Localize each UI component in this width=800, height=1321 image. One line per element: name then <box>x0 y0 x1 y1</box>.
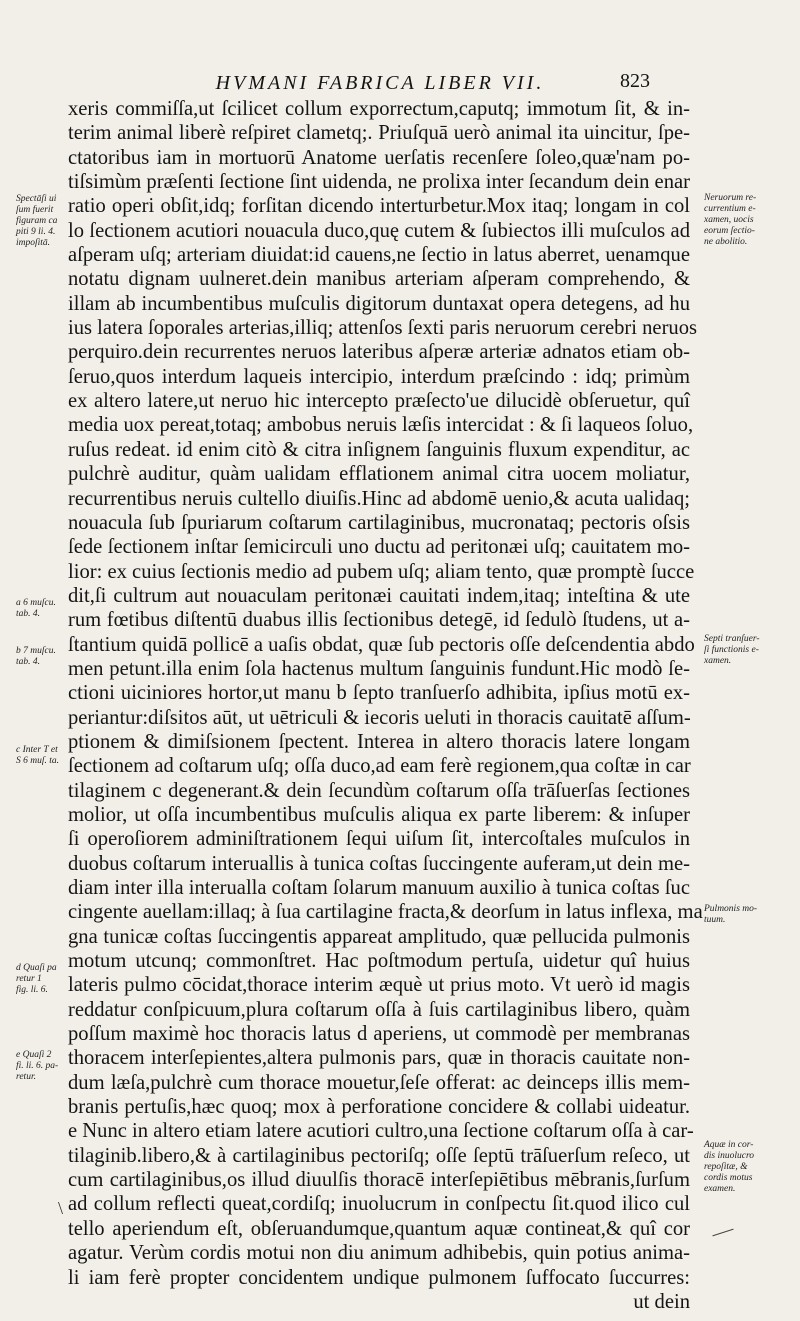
text-line: periantur:diſsitos aūt, ut uētriculi & iecoris ueluti in thoracis cauitatē aſſum- <box>68 706 691 729</box>
text-line: ſeruo,quos interdum laqueis intercipio, interdum præſcindo : idq; primùm <box>68 365 690 388</box>
left-margin-note <box>16 1050 68 1083</box>
text-line: ſectionem ad coſtarum uſq; oſſa duco,ad eam ferè regionem,qua coſtæ in car <box>68 755 691 778</box>
text-line: li iam ferè propter concidentem undique pulmonem ſuffocato ſuccurres: <box>68 1266 690 1289</box>
text-line: tiſsimùm præſenti ſectione ſint uidenda, ne prolixa inter ſecandum dein enar <box>68 171 690 194</box>
right-margin-note <box>704 193 796 248</box>
ink-mark: \ <box>58 1198 64 1218</box>
margin-note-line: examen. <box>704 1184 736 1194</box>
text-line: cum cartilaginibus,os illud diuulſis thoracē interſepiētibus mēbranis,ſurſum <box>68 1169 690 1192</box>
text-line: rum fœtibus diſtentū duabus illis ſectionibus detegē, id ſedulò ſtudens, ut a- <box>68 609 690 632</box>
margin-note-line: Neruorum re- <box>704 193 757 203</box>
text-line: ctioni uiciniores hortor,ut manu b ſepto tranſuerſo adhibita, ipſius motū ex- <box>68 682 690 705</box>
margin-note-line: tab. 4. <box>16 657 41 667</box>
margin-note-line: piti 9 li. 4. <box>16 227 56 237</box>
margin-note-line: a 6 muſcu. <box>16 598 56 608</box>
margin-note-line: repoſitæ, & <box>704 1162 748 1172</box>
text-line: notatu dignam uulneret.dein manibus arteriam aſperam comprehendo, & <box>68 268 690 291</box>
text-line: recurrentibus neruis cultello diuiſis.Hinc ad abdomē uenio,& acuta ualidaq; <box>68 487 690 510</box>
margin-note-line: figuram ca <box>16 216 58 226</box>
text-line: lior: ex cuius ſectionis medio ad pubem uſq; aliam tento, quæ promptè ſucce <box>68 560 695 583</box>
text-line: perquiro.dein recurrentes neruos lateribus aſperæ arteriæ adnatos etiam ob- <box>68 341 690 364</box>
text-line: men petunt.illa enim ſola hactenus multum ſanguinis fundunt.Hic modò ſe- <box>68 657 690 680</box>
left-margin-note <box>16 194 68 249</box>
text-line: gna tunicæ coſtas ſuccingentis appareat amplitudo, quæ pellucida pulmonis <box>68 925 690 948</box>
text-line: ctatoribus iam in mortuorū Anatome uerſatis recenſere ſoleo,quæ'nam po- <box>68 146 690 169</box>
margin-note-line: cordis motus <box>704 1173 753 1183</box>
text-line: ex altero latere,ut neruo hic intercepto præſecto'ue dilucidè obſeruetur, quî <box>68 390 690 413</box>
text-line: pulchrè auditur, quàm ualidam efflationem animal citra uocem moliatur, <box>68 463 690 486</box>
text-line: media uox pereat,totaq; ambobus neruis læſis intercidat : & ſi laqueos ſoluo, <box>68 414 694 437</box>
margin-note-line: ſum fuerit <box>16 205 54 215</box>
text-line: reddatur conſpicuum,plura coſtarum oſſa à ſuis cartilaginibus libero, quàm <box>68 998 690 1021</box>
margin-note-line: Septi tranſuer- <box>704 634 760 644</box>
margin-note-line: b 7 muſcu. <box>16 646 56 656</box>
text-line: ptionem & dimiſsionem ſpectent. Interea in altero thoracis latere longam <box>68 730 690 753</box>
text-line: lo ſectionem acutiori nouacula duco,quę cutem & ſubiectos illi muſculos ad <box>68 219 690 242</box>
margin-note-line: tab. 4. <box>16 609 41 619</box>
margin-note-line: d Quaſi pa <box>16 963 57 973</box>
left-margin-note <box>16 963 68 996</box>
margin-note-line: dis inuolucro <box>704 1151 755 1161</box>
text-line: agatur. Verùm cordis motui non diu animum adhibebis, quin potius anima- <box>68 1242 690 1265</box>
margin-note-line: ſi functionis e- <box>704 645 759 655</box>
margin-note-line: retur. <box>16 1072 36 1082</box>
text-line: ut dein <box>633 1290 690 1313</box>
text-line: poſſum maximè hoc thoracis latus d aperiens, ut commodè per membranas <box>68 1023 690 1046</box>
text-line: branis pertuſis,hæc quoq; mox à perforatione concidere & collabi uideatur. <box>68 1096 690 1119</box>
text-line: duobus coſtarum interuallis à tunica coſtas ſuccingente auferam,ut dein me- <box>68 852 690 875</box>
text-line: nouacula ſub ſpuriarum coſtarum cartilaginibus, mucronataq; pectoris oſsis <box>68 511 690 534</box>
text-line: dum læſa,pulchrè cum thorace mouetur,ſeſe offerat: ac deinceps illis mem- <box>68 1071 690 1094</box>
text-line: molior, ut oſſa incumbentibus muſculis aliqua ex parte liberem: & inſuper <box>68 803 690 826</box>
margin-note-line: fi. li. 6. pa- <box>16 1061 59 1071</box>
margin-note-line: retur 1 <box>16 974 42 984</box>
margin-note-line: Pulmonis mo- <box>704 904 758 914</box>
text-line: cingente auellam:illaq; à ſua cartilagine fracta,& deorſum in latus inflexa, ma <box>68 901 703 924</box>
margin-note-line: eorum ſectio- <box>704 226 755 236</box>
margin-note-line: Aquæ in cor- <box>704 1140 754 1150</box>
text-line: tello aperiendum eſt, obſeruandumque,quantum aquæ contineat,& quî cor <box>68 1217 690 1240</box>
text-line: ius latera ſoporales arterias,illiq; attenſos ſexti paris neruorum cerebri neruos <box>68 317 698 340</box>
text-line: xeris commiſſa,ut ſcilicet collum exporrectum,caputq; immotum ſit, & in- <box>68 98 690 120</box>
text-line: aſperam uſq; arteriam diuidat:id cauens,ne ſectio in latus aberret, uenamque <box>68 244 690 267</box>
text-line: ratio operi obſit,idq; forſitan dicendo interturbetur.Mox itaq; longam in col <box>68 195 690 218</box>
ink-stroke <box>712 1229 733 1237</box>
text-line: ſede ſectionem inſtar ſemicirculi uno ductu ad peritonæi uſq; cauitatem mo- <box>68 536 690 559</box>
margin-note-line: tuum. <box>704 915 726 925</box>
right-margin-note <box>704 904 796 926</box>
margin-note-line: fig. li. 6. <box>16 985 48 995</box>
text-line: lateris pulmo cōcidat,thorace interim æquè ut prius moto. Vt uerò id magis <box>68 974 690 997</box>
left-margin-note <box>16 646 68 668</box>
margin-note-line: e Quaſi 2 <box>16 1050 52 1060</box>
margin-note-line: xamen, uocis <box>704 215 754 225</box>
text-line: illam ab incumbentibus muſculis digitorum duntaxat opera detegens, ad hu <box>68 292 690 315</box>
text-line: tilaginib.libero,& à cartilaginibus pectoriſq; oſſe ſeptū trāſuerſum reſeco, ut <box>68 1144 690 1167</box>
text-line: motum utcunq; commonſtret. Hac poſtmodum pertuſa, uidetur quî huius <box>68 950 690 973</box>
margin-note-line: ne abolitio. <box>704 237 748 247</box>
margin-note-line: impoſitā. <box>16 238 51 248</box>
page-number: 823 <box>620 70 650 92</box>
margin-note-line: c Inter T et <box>16 745 58 755</box>
running-title: HVMANI FABRICA LIBER VII. <box>215 72 545 94</box>
margin-note-line: S 6 muſ. ta. <box>16 756 60 766</box>
text-line: dit,ſi cultrum aut nouaculam peritonæi cauitati indem,itaq; inteſtina & ute <box>68 584 690 607</box>
right-margin-note <box>704 634 796 667</box>
text-line: ſi operoſiorem adminiſtrationem ſequi uiſum ſit, intercoſtales muſculos in <box>68 828 690 851</box>
left-margin-note <box>16 598 68 620</box>
text-line: diam inter illa interualla coſtam ſolarum manuum auxilio à tunica coſtas ſuc <box>68 877 690 899</box>
text-line: terim animal liberè reſpiret clametq;. Priuſquā uerò animal ita uincitur, ſpe- <box>68 122 690 145</box>
left-margin-note <box>16 745 68 767</box>
text-line: tilaginem c degenerant.& dein ſecundùm coſtarum oſſa trāſuerſas ſectiones <box>68 779 690 802</box>
text-line: ruſus redeat. id enim citò & citra inſignem ſanguinis fluxum expenditur, ac <box>68 438 690 461</box>
margin-note-line: currentium e- <box>704 204 756 214</box>
text-line: ad collum reflecti queat,cordiſq; inuolucrum in conſpectu ſit.quod ilico cul <box>68 1193 690 1216</box>
margin-note-line: xamen. <box>704 656 732 666</box>
text-line: thoracem interſepientes,altera pulmonis pars, quæ in thoracis cauitate non- <box>68 1047 690 1070</box>
right-margin-note <box>704 1140 796 1195</box>
text-line: e Nunc in altero etiam latere acutiori cultro,una ſectione coſtarum oſſa à car- <box>68 1120 694 1143</box>
text-line: ſtantium quidā pollicē a uaſis obdat, quæ ſub pectoris oſſe deſcendentia abdo <box>68 633 695 656</box>
margin-note-line: Spectāſi ui <box>16 194 57 204</box>
main-text-block <box>68 97 703 1314</box>
